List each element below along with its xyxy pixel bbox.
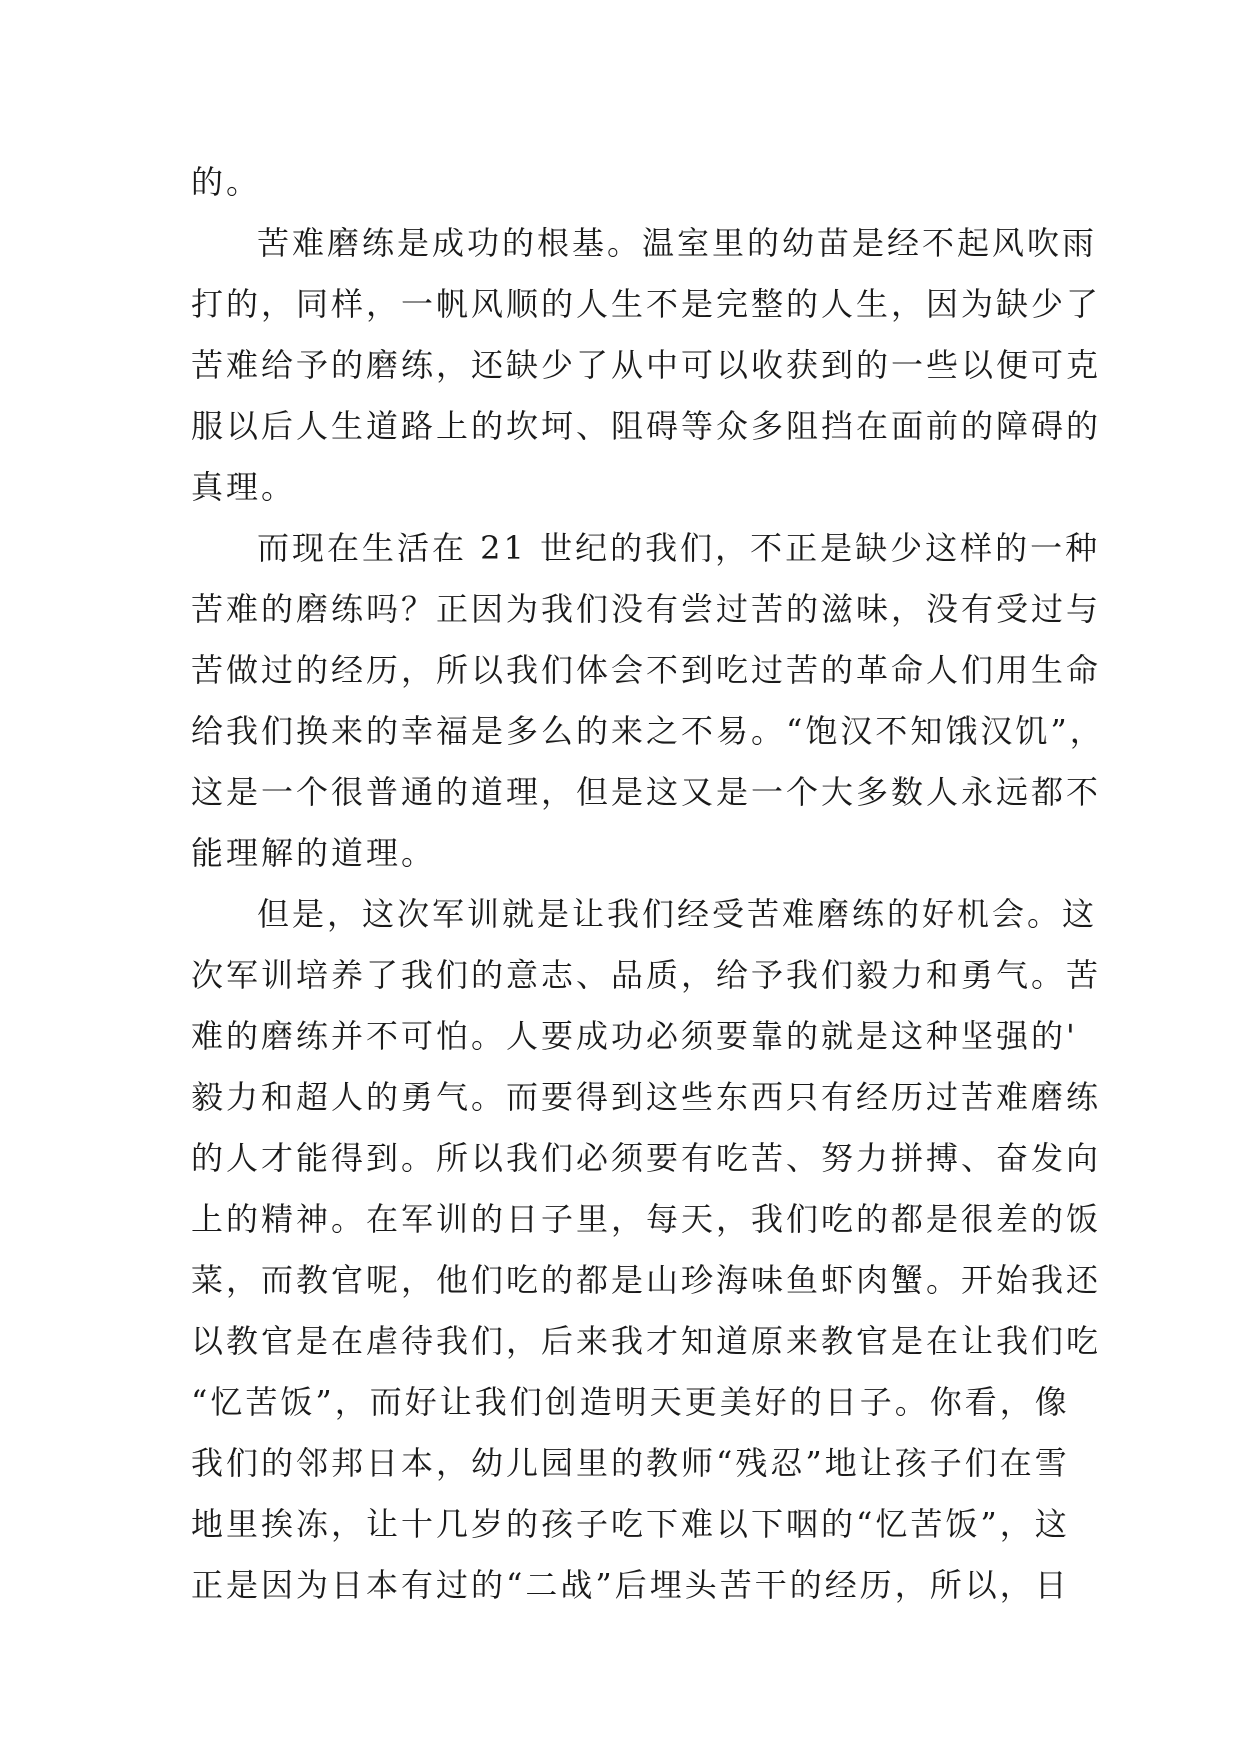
text-line: 真理。: [191, 468, 297, 506]
text-line: “忆苦饭”，而好让我们创造明天更美好的日子。你看，像: [191, 1383, 1070, 1421]
text-line: 能理解的道理。: [191, 834, 437, 872]
text-line: 给我们换来的幸福是多么的来之不易。“饱汉不知饿汉饥”，: [191, 712, 1105, 750]
text-line: 打的，同样，一帆风顺的人生不是完整的人生，因为缺少了: [191, 285, 1102, 323]
text-line: 这是一个很普通的道理，但是这又是一个大多数人永远都不: [191, 773, 1102, 811]
text-line: 我们的邻邦日本，幼儿园里的教师“残忍”地让孩子们在雪: [191, 1444, 1070, 1482]
text-line: 但是，这次军训就是让我们经受苦难磨练的好机会。这: [257, 895, 1098, 933]
text-line: 的人才能得到。所以我们必须要有吃苦、努力拼搏、奋发向: [191, 1139, 1102, 1177]
text-line: 苦难给予的磨练，还缺少了从中可以收获到的一些以便可克: [191, 346, 1102, 384]
body-text: [191, 152, 1105, 1616]
text-line: 毅力和超人的勇气。而要得到这些东西只有经历过苦难磨练: [191, 1078, 1102, 1116]
text-line: 苦难的磨练吗？正因为我们没有尝过苦的滋味，没有受过与: [191, 590, 1102, 628]
text-line: 菜，而教官呢，他们吃的都是山珍海味鱼虾肉蟹。开始我还: [191, 1261, 1102, 1299]
text-line: 而现在生活在 21 世纪的我们，不正是缺少这样的一种: [257, 529, 1101, 567]
text-line: 难的磨练并不可怕。人要成功必须要靠的就是这种坚强的': [191, 1017, 1078, 1055]
text-line: 上的精神。在军训的日子里，每天，我们吃的都是很差的饭: [191, 1200, 1102, 1238]
text-line: 服以后人生道路上的坎坷、阻碍等众多阻挡在面前的障碍的: [191, 407, 1102, 445]
text-line: 苦难磨练是成功的根基。温室里的幼苗是经不起风吹雨: [257, 224, 1098, 262]
text-line: 地里挨冻，让十几岁的孩子吃下难以下咽的“忆苦饭”，这: [191, 1505, 1070, 1543]
text-line: 苦做过的经历，所以我们体会不到吃过苦的革命人们用生命: [191, 651, 1102, 689]
text-line: 正是因为日本有过的“二战”后埋头苦干的经历，所以，日: [191, 1566, 1070, 1604]
text-line: 以教官是在虐待我们，后来我才知道原来教官是在让我们吃: [191, 1322, 1102, 1360]
text-line: 次军训培养了我们的意志、品质，给予我们毅力和勇气。苦: [191, 956, 1102, 994]
text-line: 的。: [191, 163, 262, 201]
